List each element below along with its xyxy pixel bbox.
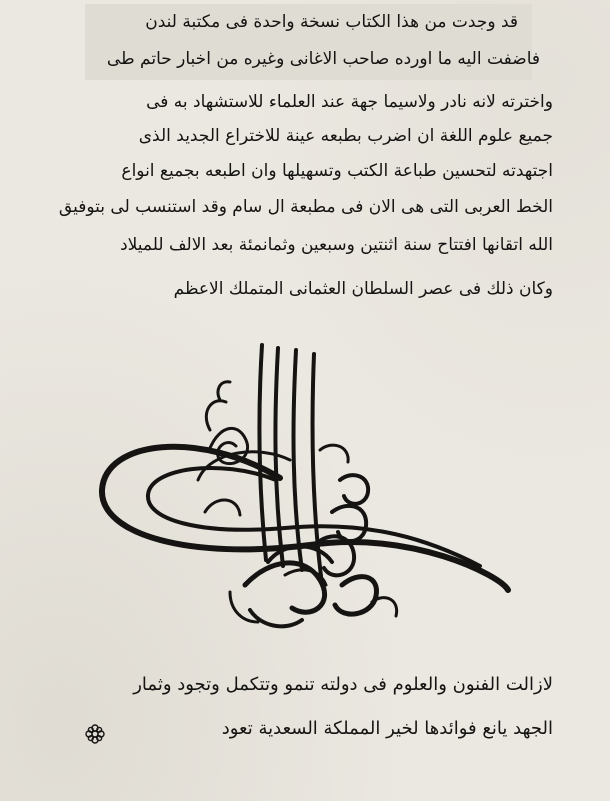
rosette-icon xyxy=(84,723,106,745)
text-line-6: الخط العربى التى هى الان فى مطبعة ال سام وقد استنسب لى بتوفيق xyxy=(58,197,553,217)
text-line-1: قد وجدت من هذا الكتاب نسخة واحدة فى مكتبة لندن xyxy=(145,12,518,32)
text-line-4: جميع علوم اللغة ان اضرب بطبعه عينة للاختراع الجديد الذى xyxy=(138,126,553,146)
text-line-2: فاضفت اليه ما اورده صاحب الاغانى وغيره من اخبار حاتم طى xyxy=(106,49,540,69)
text-line-9: لازالت الفنون والعلوم فى دولته تنمو وتتكمل وتجود وثمار xyxy=(133,674,553,695)
text-line-5: اجتهدته لتحسين طباعة الكتب وتسهيلها وان اطبعه بجميع انواع xyxy=(121,161,553,181)
text-line-3: واخترته لانه نادر ولاسيما جهة عند العلماء للاستشهاد به فى xyxy=(146,92,553,112)
text-line-8: وكان ذلك فى عصر السلطان العثمانى المتملك الاعظم xyxy=(173,279,553,299)
text-line-7: الله اتقانها افتتاح سنة اثنتين وسبعين وثمانمئة بعد الالف للميلاد xyxy=(120,235,553,255)
text-line-10: الجهد يانع فوائدها لخير المملكة السعدية تعود xyxy=(221,718,553,739)
tughra-emblem xyxy=(80,330,520,645)
